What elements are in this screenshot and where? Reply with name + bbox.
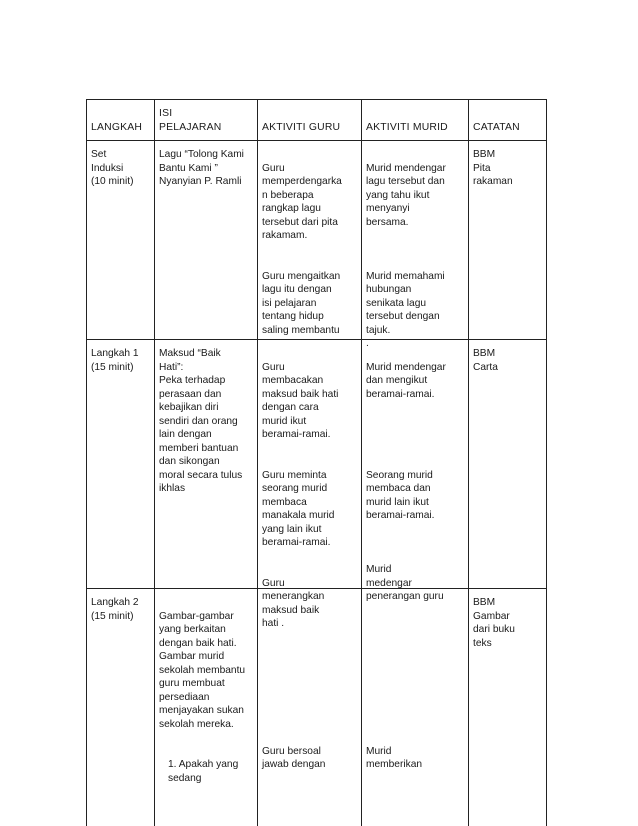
guru-activity: Guru bersoal jawab dengan [262, 745, 326, 770]
header-catatan: CATATAN [469, 100, 547, 140]
isi-question-item: 1. Apakah yang sedang [168, 759, 239, 784]
header-aktiviti-murid: AKTIVITI MURID [362, 100, 469, 140]
langkah-cell: Langkah 2 (15 minit) [87, 589, 155, 826]
catatan-cell: BBM Pita rakaman [469, 141, 547, 339]
table-header-row [87, 100, 547, 141]
murid-cell [362, 589, 469, 826]
catatan-cell: BBM Gambar dari buku teks [469, 589, 547, 826]
guru-cell [258, 141, 362, 339]
guru-activity: Guru membacakan maksud baik hati dengan cara murid ikut beramai-ramai. [262, 361, 339, 440]
murid-cell [362, 141, 469, 349]
guru-activity: Guru mengaitkan lagu itu dengan isi pelajaran tentang hidup saling membantu [262, 270, 341, 336]
table-row [87, 589, 547, 826]
guru-activity: Guru memperdengarka n beberapa rangkap lagu tersebut dari pita rakamam. [262, 162, 342, 241]
murid-activity: Murid memberikan [366, 745, 423, 770]
murid-activity: Seorang murid membaca dan murid lain ikut beramai-ramai. [366, 469, 435, 521]
murid-activity: Murid mendengar dan mengikut beramai-ramai. [366, 361, 446, 400]
header-isi-pelajaran: ISI PELAJARAN [155, 100, 258, 140]
murid-cell [362, 340, 469, 602]
header-aktiviti-guru: AKTIVITI GURU [258, 100, 362, 140]
catatan-cell: BBM Carta [469, 340, 547, 588]
isi-text: Gambar-gambar yang berkaitan dengan baik hati. Gambar murid sekolah membantu guru membuat persediaan menjayakan sukan sekolah mereka. [159, 610, 246, 730]
guru-cell [258, 340, 362, 629]
murid-activity: Murid memahami hubungan senikata lagu tersebut dengan tajuk. . [366, 270, 445, 349]
lesson-plan-table [86, 99, 547, 826]
guru-activity: Guru meminta seorang murid membaca manakala murid yang lain ikut beramai-ramai. [262, 469, 335, 548]
guru-cell [258, 589, 362, 826]
isi-cell: Lagu “Tolong Kami Bantu Kami ” Nyanyian P. Ramli [155, 141, 258, 339]
guru-activity: Guru menerangkan maksud baik hati . [262, 577, 325, 629]
murid-activity: Murid mendengar lagu tersebut dan yang tahu ikut menyanyi bersama. [366, 162, 446, 228]
header-langkah: LANGKAH [87, 100, 155, 140]
langkah-cell: Set Induksi (10 minit) [87, 141, 155, 339]
murid-activity: Murid medengar penerangan guru [366, 564, 444, 602]
isi-cell [155, 589, 258, 826]
isi-cell: Maksud “Baik Hati”: Peka terhadap perasaan dan kebajikan diri sendiri dan orang lain dengan memberi bantuan dan sikongan moral secara tulus ikhlas [155, 340, 258, 588]
table-row [87, 141, 547, 349]
langkah-cell: Langkah 1 (15 minit) [87, 340, 155, 588]
